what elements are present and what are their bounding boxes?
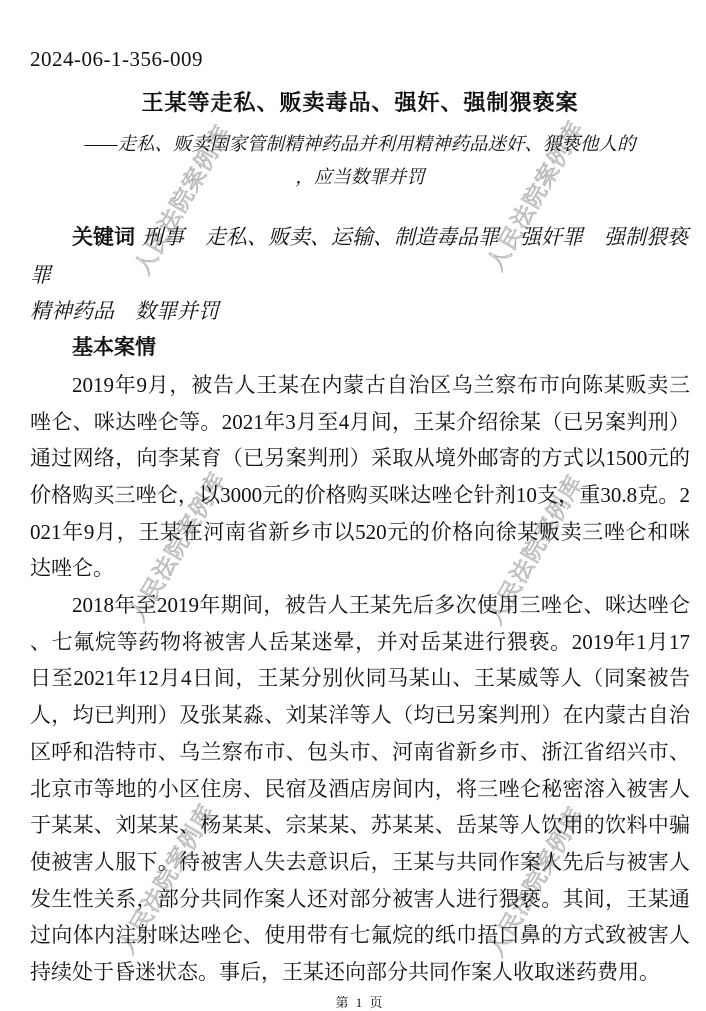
- watermark-text: 人民法院案例库: [482, 117, 589, 275]
- keywords-label: 关键词: [72, 226, 135, 249]
- keywords-values-line2: 精神药品 数罪并罚: [30, 299, 219, 324]
- watermark-text: 人民法院案例库: [113, 800, 220, 958]
- case-subtitle: [30, 129, 690, 195]
- fact-paragraph-2: 2018年至2019年期间，被告人王某先后多次使用三唑仑、咪达唑仑、七氟烷等药物将被害人岳某迷晕，并对岳某进行猥亵。2019年1月17日至2021年12月4日间，王某分别伙同马某山、王某威等人（同案被告人，均已判刑）及张某淼、刘某洋等人（均已另案判刑）在内蒙古自治区呼和浩特市、乌兰察布市、包头市、河南省新乡市、浙江省绍兴市、北京市等地的小区住房、民宿及酒店房间内，将三唑仑秘密溶入被害人于某某、刘某某、杨某某、宗某某、苏某某、岳某等人饮用的饮料中骗使被害人服下。待被害人失去意识后，王某与共同作案人先后与被害人发生性关系，部分共同作案人还对部分被害人进行猥亵。其间，王某通过向体内注射咪达唑仑、使用带有七氟烷的纸巾捂口鼻的方式致被害人持续处于昏迷状态。事后，王某还向部分共同作案人收取迷药费用。: [30, 593, 690, 985]
- page-footer: [30, 995, 690, 1011]
- case-subtitle-line2: ，应当数罪并罚: [295, 168, 425, 188]
- watermark-text: 人民法院案例库: [481, 471, 588, 629]
- case-number: 2024-06-1-356-009: [30, 47, 203, 71]
- fact-paragraph-1: 2019年9月，被告人王某在内蒙古自治区乌兰察布市向陈某贩卖三唑仑、咪达唑仑等。2021年3月至4月间，王某介绍徐某（已另案判刑）通过网络，向李某育（已另案判刑）采取从境外邮寄的方式以1500元的价格购买三唑仑，以3000元的价格购买咪达唑仑针剂10支，重30.8克。2021年9月，王某在河南省新乡市以520元的价格向徐某贩卖三唑仑和咪达唑仑。: [30, 372, 690, 581]
- watermark-text: 人民法院案例库: [124, 468, 231, 626]
- case-subtitle-line1: ——走私、贩卖国家管制精神药品并利用精神药品迷奸、猥亵他人的: [84, 135, 636, 155]
- watermark-text: 人民法院案例库: [482, 803, 589, 961]
- keywords-values-line1: 刑事 走私、贩卖、运输、制造毒品罪 强奸罪 强制猥亵罪: [30, 225, 688, 287]
- case-title: 王某等走私、贩卖毒品、强奸、强制猥亵案: [141, 90, 579, 115]
- keywords-block: [30, 219, 690, 330]
- section-heading-basic-facts: 基本案情: [72, 336, 156, 360]
- watermark-text: 人民法院案例库: [129, 121, 236, 279]
- page-number: 第 1 页: [335, 994, 385, 1010]
